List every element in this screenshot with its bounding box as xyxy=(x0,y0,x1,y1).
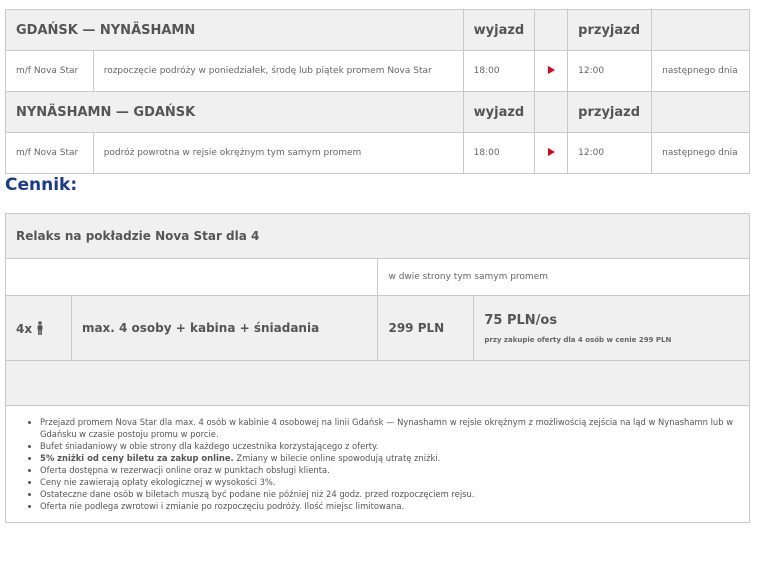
return-arrow-cell xyxy=(535,133,568,174)
persons-cell xyxy=(6,296,72,361)
outbound-departure-label: wyjazd xyxy=(463,10,535,51)
persons-count: 4x xyxy=(16,321,33,336)
notes-list xyxy=(20,416,735,512)
pricing-table xyxy=(5,213,750,523)
per-person-cell xyxy=(474,296,750,361)
price-row xyxy=(6,296,750,361)
outbound-row xyxy=(6,51,750,92)
empty-row xyxy=(6,361,750,406)
return-departure-label: wyjazd xyxy=(463,92,535,133)
per-person-price: 75 PLN/os xyxy=(484,312,558,328)
note-item: • Oferta dostępna w rezerwacji online oraz w punktach obsługi klienta. xyxy=(40,464,735,476)
note-item xyxy=(40,452,735,464)
offer-title: Relaks na pokładzie Nova Star dla 4 xyxy=(6,214,750,259)
outbound-header-row xyxy=(6,10,750,51)
note-item: • Bufet śniadaniowy w obie strony dla każdego uczestnika korzystającego z oferty. xyxy=(40,440,735,452)
return-header-spacer xyxy=(535,92,568,133)
outbound-header-empty xyxy=(652,10,750,51)
return-header-row xyxy=(6,92,750,133)
pricing-heading: Cennik: xyxy=(5,175,78,195)
person-icon xyxy=(36,321,44,335)
note-item: • Przejazd promem Nova Star dla max. 4 osób w kabinie 4 osobowej na linii Gdańsk — Nynashamn w rejsie okrężnym z możliwością zejścia na ląd w Nynashamn lub w Gdańsku w czasie postoju promu w porcie. xyxy=(40,416,735,440)
return-arrival-day: następnego dnia xyxy=(652,133,750,174)
outbound-arrival-day: następnego dnia xyxy=(652,51,750,92)
package-description: max. 4 osoby + kabina + śniadania xyxy=(71,296,378,361)
outbound-description: rozpoczęcie podróży w poniedziałek, środę lub piątek promem Nova Star xyxy=(93,51,463,92)
return-arrival-label: przyjazd xyxy=(568,92,652,133)
outbound-arrow-cell xyxy=(535,51,568,92)
outbound-arrival-time: 12:00 xyxy=(568,51,652,92)
total-price: 299 PLN xyxy=(378,296,474,361)
note-item: • Oferta nie podlega zwrotowi i zmianie po rozpoczęciu podróży. Ilość miejsc limitowana. xyxy=(40,500,735,512)
return-ship: m/f Nova Star xyxy=(6,133,94,174)
outbound-route: GDAŃSK — NYNÄSHAMN xyxy=(6,10,464,51)
outbound-departure-time: 18:00 xyxy=(463,51,535,92)
per-person-note: przy zakupie oferty dla 4 osób w cenie 299 PLN xyxy=(484,335,672,344)
return-header-empty xyxy=(652,92,750,133)
return-departure-time: 18:00 xyxy=(463,133,535,174)
return-arrival-time: 12:00 xyxy=(568,133,652,174)
note-item: • Ceny nie zawierają opłaty ekologicznej w wysokości 3%. xyxy=(40,476,735,488)
trip-note: w dwie strony tym samym promem xyxy=(378,259,750,296)
return-route: NYNÄSHAMN — GDAŃSK xyxy=(6,92,464,133)
outbound-arrival-label: przyjazd xyxy=(568,10,652,51)
notes-row xyxy=(6,406,750,523)
empty-cell xyxy=(6,361,750,406)
arrow-right-icon xyxy=(548,148,555,156)
note-bold: 5% zniżki od ceny biletu za zakup online. xyxy=(40,453,234,463)
return-row xyxy=(6,133,750,174)
schedule-table xyxy=(5,9,750,174)
trip-note-row xyxy=(6,259,750,296)
arrow-right-icon xyxy=(548,66,555,74)
trip-note-empty xyxy=(6,259,378,296)
note-text: Zmiany w bilecie online spowodują utratę zniżki. xyxy=(233,453,441,463)
offer-title-row xyxy=(6,214,750,259)
notes-cell xyxy=(6,406,750,523)
note-item: • Ostateczne dane osób w biletach muszą być podane nie później niż 24 godz. przed rozpoczęciem rejsu. xyxy=(40,488,735,500)
return-description: podróż powrotna w rejsie okrężnym tym samym promem xyxy=(93,133,463,174)
outbound-header-spacer xyxy=(535,10,568,51)
outbound-ship: m/f Nova Star xyxy=(6,51,94,92)
